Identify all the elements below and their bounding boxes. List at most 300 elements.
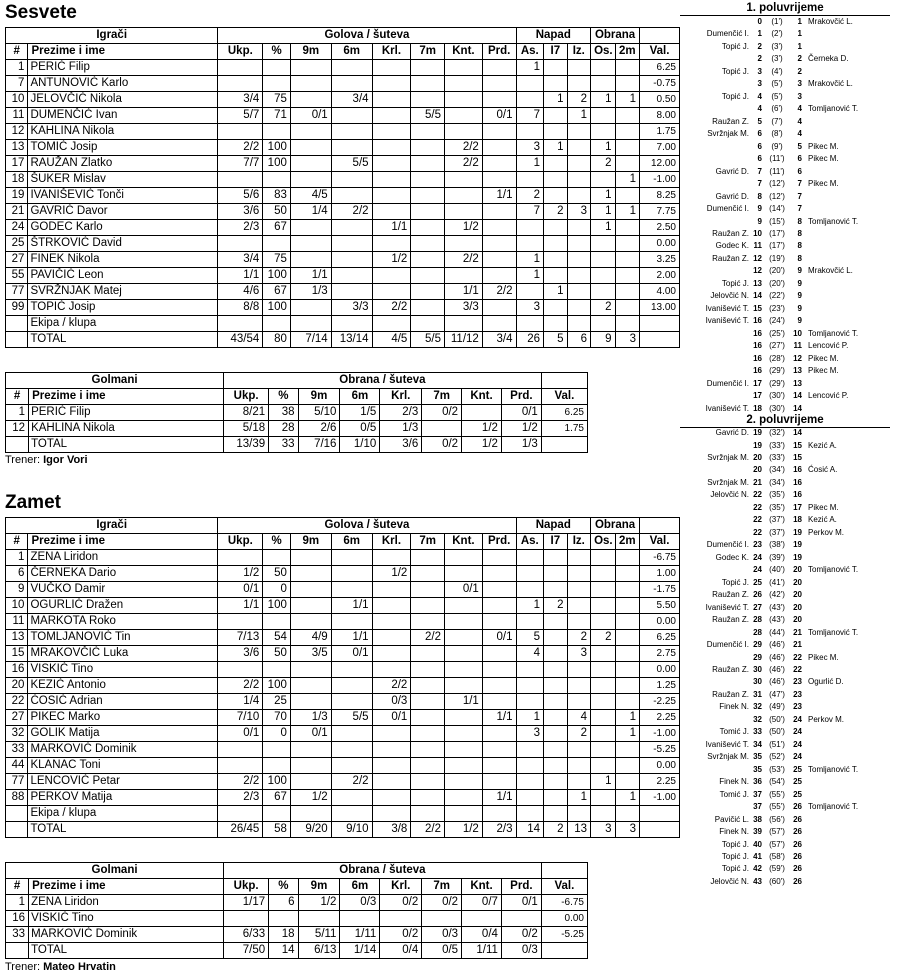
away-score: 19 [793,540,802,550]
stat-cell [411,598,445,614]
stat-cell: 3 [567,204,591,220]
player-name: TOTAL [28,822,218,838]
column-header: I7 [544,44,567,60]
player-row [6,582,680,598]
stat-cell [218,60,263,76]
goal-event [680,128,900,140]
goal-minute: (38') [769,540,785,550]
stat-cell [372,188,411,204]
goal-event [680,78,900,90]
stat-cell [411,236,445,252]
stat-cell: 3 [615,822,640,838]
away-score: 14 [793,428,802,438]
goal-minute: (9') [771,141,783,151]
home-score: 3 [757,66,762,76]
stat-cell [372,76,411,92]
away-scorer: Mrakovčić L. [808,79,853,89]
stat-cell: 0/2 [501,927,541,943]
stat-cell: 15 [6,646,28,662]
home-scorer: Topić J. [721,852,749,862]
stat-cell [411,188,445,204]
stat-cell [372,92,411,108]
stat-cell: 1 [544,284,567,300]
stat-cell [615,300,640,316]
stat-cell: 1.75 [640,124,680,140]
stat-cell [411,60,445,76]
stat-cell: 2 [591,156,616,172]
stat-cell: 11/12 [445,332,483,348]
stat-cell [567,806,591,822]
home-scorer: Tomić J. [719,727,749,737]
stat-cell: 6.25 [640,60,680,76]
stat-cell [331,790,372,806]
stat-cell [544,300,567,316]
stat-cell: 0/1 [331,646,372,662]
stat-cell [544,726,567,742]
team-2-title: Zamet [5,492,61,513]
goal-minute: (52') [769,752,785,762]
goalkeeper-name: MARKOVIĆ Dominik [29,927,224,943]
stat-cell [331,758,372,774]
stat-cell [567,124,591,140]
home-scorer: Svržnjak M. [707,452,749,462]
home-score: 8 [757,191,762,201]
goal-minute: (20') [769,278,785,288]
stat-cell [290,300,331,316]
home-score: 32 [753,702,762,712]
column-header-row [6,879,588,895]
goalkeeper-row [6,405,588,421]
stat-cell [482,614,516,630]
home-scorer: Dumenčić I. [706,378,749,388]
goal-timeline [680,0,900,977]
stat-cell: 2/2 [482,284,516,300]
stat-cell: 12 [6,124,28,140]
home-score: 22 [753,527,762,537]
away-score: 24 [793,714,802,724]
stat-cell [591,598,616,614]
stat-cell [445,774,483,790]
team-1-goalkeepers-table [5,372,588,453]
away-scorer: Tomljanović T. [808,565,859,575]
home-score: 3 [757,79,762,89]
goal-event [680,876,900,888]
stat-cell [372,614,411,630]
home-score: 11 [753,241,762,251]
goal-event [680,390,900,402]
goal-event [680,639,900,651]
player-row [6,630,680,646]
stat-cell [218,662,263,678]
home-score: 22 [753,490,762,500]
stat-cell: 33 [269,437,298,453]
goal-event [680,303,900,315]
stat-cell [516,566,544,582]
away-scorer: Ogurlić D. [808,677,844,687]
stat-cell: 2 [544,204,567,220]
home-scorer: Topić J. [721,839,749,849]
home-score: 16 [753,353,762,363]
stat-cell [290,60,331,76]
stat-cell [516,758,544,774]
goal-minute: (34') [769,465,785,475]
stat-cell: 20 [6,678,28,694]
stat-cell: 9/10 [331,822,372,838]
away-score: 1 [797,41,802,51]
stat-cell: -2.25 [640,694,680,710]
stat-cell [411,204,445,220]
stat-cell [290,156,331,172]
stat-cell [482,156,516,172]
stat-cell [567,268,591,284]
stat-cell [411,758,445,774]
stat-cell [372,316,411,332]
stat-cell [445,598,483,614]
goal-event [680,527,900,539]
stat-cell [544,662,567,678]
goal-event [680,178,900,190]
stat-cell [615,806,640,822]
group-header-row [6,373,588,389]
goal-event [680,228,900,240]
away-score: 9 [797,316,802,326]
stat-cell [6,437,29,453]
stat-cell: 1/1 [331,630,372,646]
goal-event [680,614,900,626]
stat-cell: 1/3 [290,284,331,300]
stat-cell: 0/1 [501,895,541,911]
stat-cell: 100 [263,156,291,172]
stat-cell: 1/1 [218,268,263,284]
player-row [6,678,680,694]
home-scorer: Finek N. [719,827,749,837]
stat-cell: 1/10 [340,437,380,453]
stat-cell: -0.75 [640,76,680,92]
column-header: Krl. [372,44,411,60]
column-header: Ukp. [218,534,263,550]
stat-cell: 1/1 [331,598,372,614]
stat-cell [541,943,587,959]
stat-cell: 26/45 [218,822,263,838]
empty-header [640,518,680,534]
stat-cell [372,124,411,140]
stat-cell: 0/1 [218,726,263,742]
home-scorer: Dumenčić I. [706,640,749,650]
home-score: 29 [753,640,762,650]
stat-cell [331,268,372,284]
stat-cell [516,220,544,236]
goal-event [680,552,900,564]
stat-cell [445,742,483,758]
stat-cell [372,598,411,614]
stat-cell [331,76,372,92]
goal-minute: (33') [769,452,785,462]
away-score: 4 [797,104,802,114]
stat-cell [411,678,445,694]
player-row [6,284,680,300]
stat-cell: 6.25 [640,630,680,646]
goal-event [680,577,900,589]
away-score: 24 [793,727,802,737]
goal-minute: (46') [769,640,785,650]
stat-cell [567,566,591,582]
stat-cell [640,822,680,838]
stat-cell [372,662,411,678]
stat-cell [544,582,567,598]
stat-cell [218,76,263,92]
stat-cell [591,252,616,268]
stat-cell: 2 [567,726,591,742]
stat-cell [615,236,640,252]
stat-cell [445,124,483,140]
stat-cell [331,252,372,268]
stat-cell: 50 [263,566,291,582]
column-header: # [6,389,29,405]
stat-cell [482,774,516,790]
column-header: % [263,44,291,60]
stat-cell: -5.25 [541,927,587,943]
stat-cell: 1 [516,252,544,268]
goal-event [680,801,900,813]
goal-minute: (20') [769,266,785,276]
stat-cell: 24 [6,220,28,236]
stat-cell [640,316,680,332]
player-name: VISKIĆ Tino [28,662,218,678]
stat-cell [263,60,291,76]
away-scorer: Lencović P. [808,391,849,401]
stat-cell: 77 [6,774,28,790]
home-score: 35 [753,752,762,762]
goal-minute: (59') [769,864,785,874]
stat-cell [445,726,483,742]
stat-cell [445,646,483,662]
goal-event [680,365,900,377]
home-score: 6 [757,129,762,139]
stat-cell [290,662,331,678]
home-score: 24 [753,565,762,575]
away-score: 21 [793,640,802,650]
home-scorer: Finek N. [719,777,749,787]
stat-cell: 0/1 [482,108,516,124]
player-row [6,822,680,838]
stat-cell: 5 [544,332,567,348]
stat-cell: 1 [516,268,544,284]
stat-cell: 2 [591,300,616,316]
home-score: 27 [753,602,762,612]
stat-cell [411,710,445,726]
goal-event [680,676,900,688]
stat-cell: 1/2 [462,437,502,453]
goal-event [680,602,900,614]
stat-cell: 0.00 [640,614,680,630]
stat-cell [290,220,331,236]
stat-cell [591,726,616,742]
stat-cell: 77 [6,284,28,300]
stat-cell [263,614,291,630]
home-scorer: Raužan Z. [712,590,749,600]
column-header: Prd. [501,389,541,405]
stat-cell [331,678,372,694]
goal-minute: (5') [771,79,783,89]
stat-cell [445,268,483,284]
column-header: 2m [615,534,640,550]
stat-cell: 0/1 [372,710,411,726]
away-scorer: Mrakovčić L. [808,266,853,276]
stat-cell [372,268,411,284]
stat-cell [6,822,28,838]
stat-cell [567,284,591,300]
player-name: KLANAC Toni [28,758,218,774]
stat-cell: 3/4 [218,252,263,268]
player-row [6,598,680,614]
player-row [6,124,680,140]
stat-cell [290,550,331,566]
stat-cell [290,694,331,710]
away-score: 4 [797,129,802,139]
away-score: 3 [797,91,802,101]
stat-cell [544,758,567,774]
stat-cell: 8.00 [640,108,680,124]
stat-cell [544,646,567,662]
away-score: 15 [793,440,802,450]
stat-cell: 2/2 [372,678,411,694]
stat-cell: 4 [516,646,544,662]
stat-cell [411,646,445,662]
stat-cell: 1.25 [640,678,680,694]
column-header: Krl. [380,389,422,405]
stat-cell: 2.25 [640,710,680,726]
stat-cell [372,790,411,806]
player-name: TOMLJANOVIĆ Tin [28,630,218,646]
stat-cell: 7/10 [218,710,263,726]
player-row [6,268,680,284]
goal-event [680,353,900,365]
stat-cell [516,582,544,598]
stat-cell [615,60,640,76]
goal-event [680,141,900,153]
attack-group-header: Napad [516,28,591,44]
stat-cell: 26 [516,332,544,348]
goal-minute: (47') [769,689,785,699]
stat-cell: 1/1 [482,790,516,806]
goal-event [680,789,900,801]
away-score: 15 [793,452,802,462]
stat-cell: 2.25 [640,774,680,790]
stat-cell [516,678,544,694]
away-score: 25 [793,764,802,774]
goal-event [680,589,900,601]
away-scorer: Tomljanović T. [808,627,859,637]
home-score: 7 [757,179,762,189]
stat-cell [445,188,483,204]
player-name: DUMENČIĆ Ivan [28,108,218,124]
stat-cell [411,252,445,268]
stat-cell: 1 [6,60,28,76]
goal-minute: (41') [769,577,785,587]
stat-cell [298,911,340,927]
stat-cell: 1 [6,550,28,566]
stat-cell [544,60,567,76]
stat-cell [445,60,483,76]
column-header: 6m [340,389,380,405]
stat-cell: 2/6 [298,421,340,437]
home-score: 14 [753,291,762,301]
stat-cell [218,806,263,822]
stat-cell: 1 [516,156,544,172]
stat-cell [544,630,567,646]
home-scorer: Ivanišević T. [705,403,749,413]
stat-cell: 67 [263,284,291,300]
home-score: 33 [753,727,762,737]
stat-cell [516,806,544,822]
away-score: 20 [793,615,802,625]
goal-event [680,340,900,352]
away-score: 11 [793,341,802,351]
stat-cell: 100 [263,598,291,614]
stat-cell: 100 [263,140,291,156]
away-scorer: Perkov M. [808,527,845,537]
stat-cell [482,550,516,566]
empty-header [541,373,587,389]
stat-cell [591,614,616,630]
player-name: RAUŽAN Zlatko [28,156,218,172]
home-score: 29 [753,652,762,662]
stat-cell: 5/5 [411,332,445,348]
player-row [6,332,680,348]
stat-cell: 1 [615,172,640,188]
goal-event [680,726,900,738]
away-scorer: Pikec M. [808,366,839,376]
goal-minute: (27') [769,341,785,351]
stat-cell [263,742,291,758]
stat-cell: 1 [6,895,29,911]
stat-cell: 3 [567,646,591,662]
stat-cell [411,140,445,156]
stat-cell [567,188,591,204]
away-score: 19 [793,527,802,537]
stat-cell: 3/3 [331,300,372,316]
column-header: Knt. [462,879,502,895]
player-name: GODEC Karlo [28,220,218,236]
goal-minute: (46') [769,664,785,674]
stat-cell: 2/2 [331,774,372,790]
stat-cell [331,742,372,758]
stat-cell: 0 [263,726,291,742]
stat-cell: 18 [6,172,28,188]
away-score: 6 [797,154,802,164]
stat-cell [331,172,372,188]
column-header: Knt. [462,389,502,405]
stat-cell [544,124,567,140]
stat-cell [411,316,445,332]
column-header: 2m [615,44,640,60]
stat-cell [544,790,567,806]
home-scorer: Raužan Z. [712,116,749,126]
stat-cell: 4 [567,710,591,726]
goalkeeper-row [6,437,588,453]
stat-cell [567,614,591,630]
stat-cell [544,710,567,726]
player-row [6,60,680,76]
player-name: ANTUNOVIĆ Karlo [28,76,218,92]
away-score: 10 [793,328,802,338]
column-header: Val. [541,879,587,895]
goal-minute: (17') [769,241,785,251]
stat-cell: 27 [6,252,28,268]
home-scorer: Raužan Z. [712,228,749,238]
goal-minute: (49') [769,702,785,712]
stat-cell: 6 [269,895,298,911]
